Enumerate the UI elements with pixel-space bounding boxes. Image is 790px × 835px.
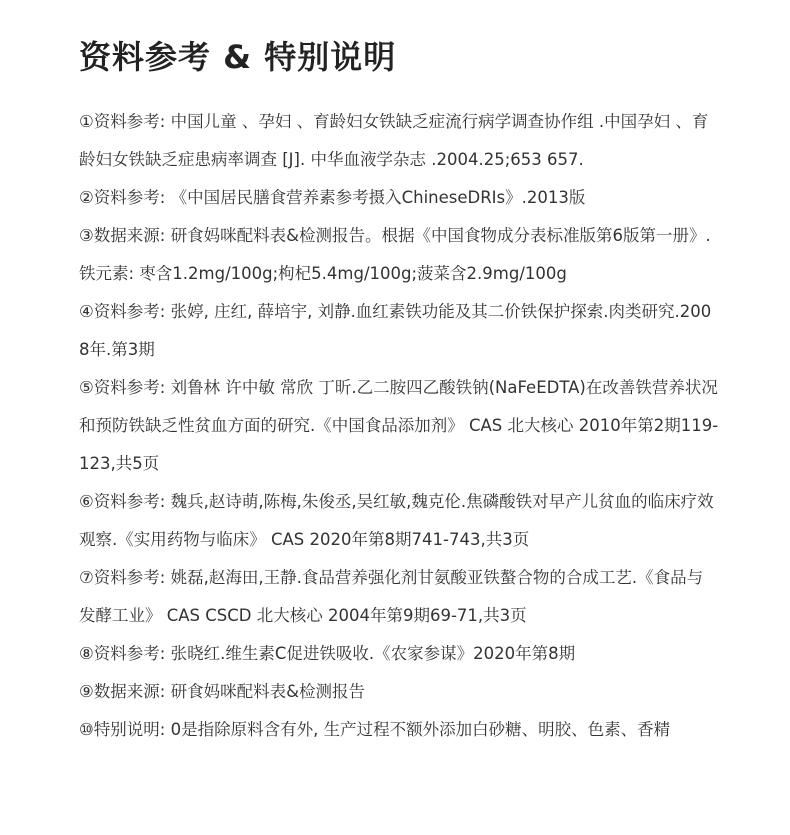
page-title: 资料参考 & 特别说明 bbox=[79, 38, 397, 76]
reference-item-2: ②资料参考: 《中国居民膳食营养素参考摄入ChineseDRIs》.2013版 bbox=[79, 188, 586, 207]
reference-item-10: ⑩特别说明: 0是指除原料含有外, 生产过程不额外添加白砂糖、明胶、色素、香精 bbox=[79, 720, 671, 739]
reference-item-6: ⑥资料参考: 魏兵,赵诗萌,陈梅,朱俊丞,吴红敏,魏克伦.焦磷酸铁对早产儿贫血的临床疗效观察.《实用药物与临床》 CAS 2020年第8期741-743,共3页 bbox=[79, 492, 714, 549]
reference-item-9: ⑨数据来源: 研食妈咪配料表&检测报告 bbox=[79, 682, 365, 701]
reference-item-1: ①资料参考: 中国儿童 、孕妇 、育龄妇女铁缺乏症流行病学调查协作组 .中国孕妇 、育龄妇女铁缺乏症患病率调查 [J]. 中华血液学杂志 .2004.25;653 657. bbox=[79, 112, 709, 169]
reference-item-8: ⑧资料参考: 张晓红.维生素C促进铁吸收.《农家参谋》2020年第8期 bbox=[79, 644, 576, 663]
reference-item-7: ⑦资料参考: 姚磊,赵海田,王静.食品营养强化剂甘氨酸亚铁螯合物的合成工艺.《食品与发酵工业》 CAS CSCD 北大核心 2004年第9期69-71,共3页 bbox=[79, 568, 704, 625]
reference-item-4: ④资料参考: 张婷, 庄红, 薛培宇, 刘静.血红素铁功能及其二价铁保护探索.肉类研究.2008年.第3期 bbox=[79, 302, 712, 359]
reference-item-3: ③数据来源: 研食妈咪配料表&检测报告。根据《中国食物成分表标准版第6版第一册》.铁元素: 枣含1.2mg/100g;枸杞5.4mg/100g;菠菜含2.9mg/100g bbox=[79, 226, 711, 283]
reference-item-5: ⑤资料参考: 刘鲁林 许中敏 常欣 丁昕.乙二胺四乙酸铁钠(NaFeEDTA)在改善铁营养状况和预防铁缺乏性贫血方面的研究.《中国食品添加剂》 CAS 北大核心 2010年第2期119-123,共5页 bbox=[79, 378, 719, 473]
reference-list bbox=[79, 103, 719, 749]
